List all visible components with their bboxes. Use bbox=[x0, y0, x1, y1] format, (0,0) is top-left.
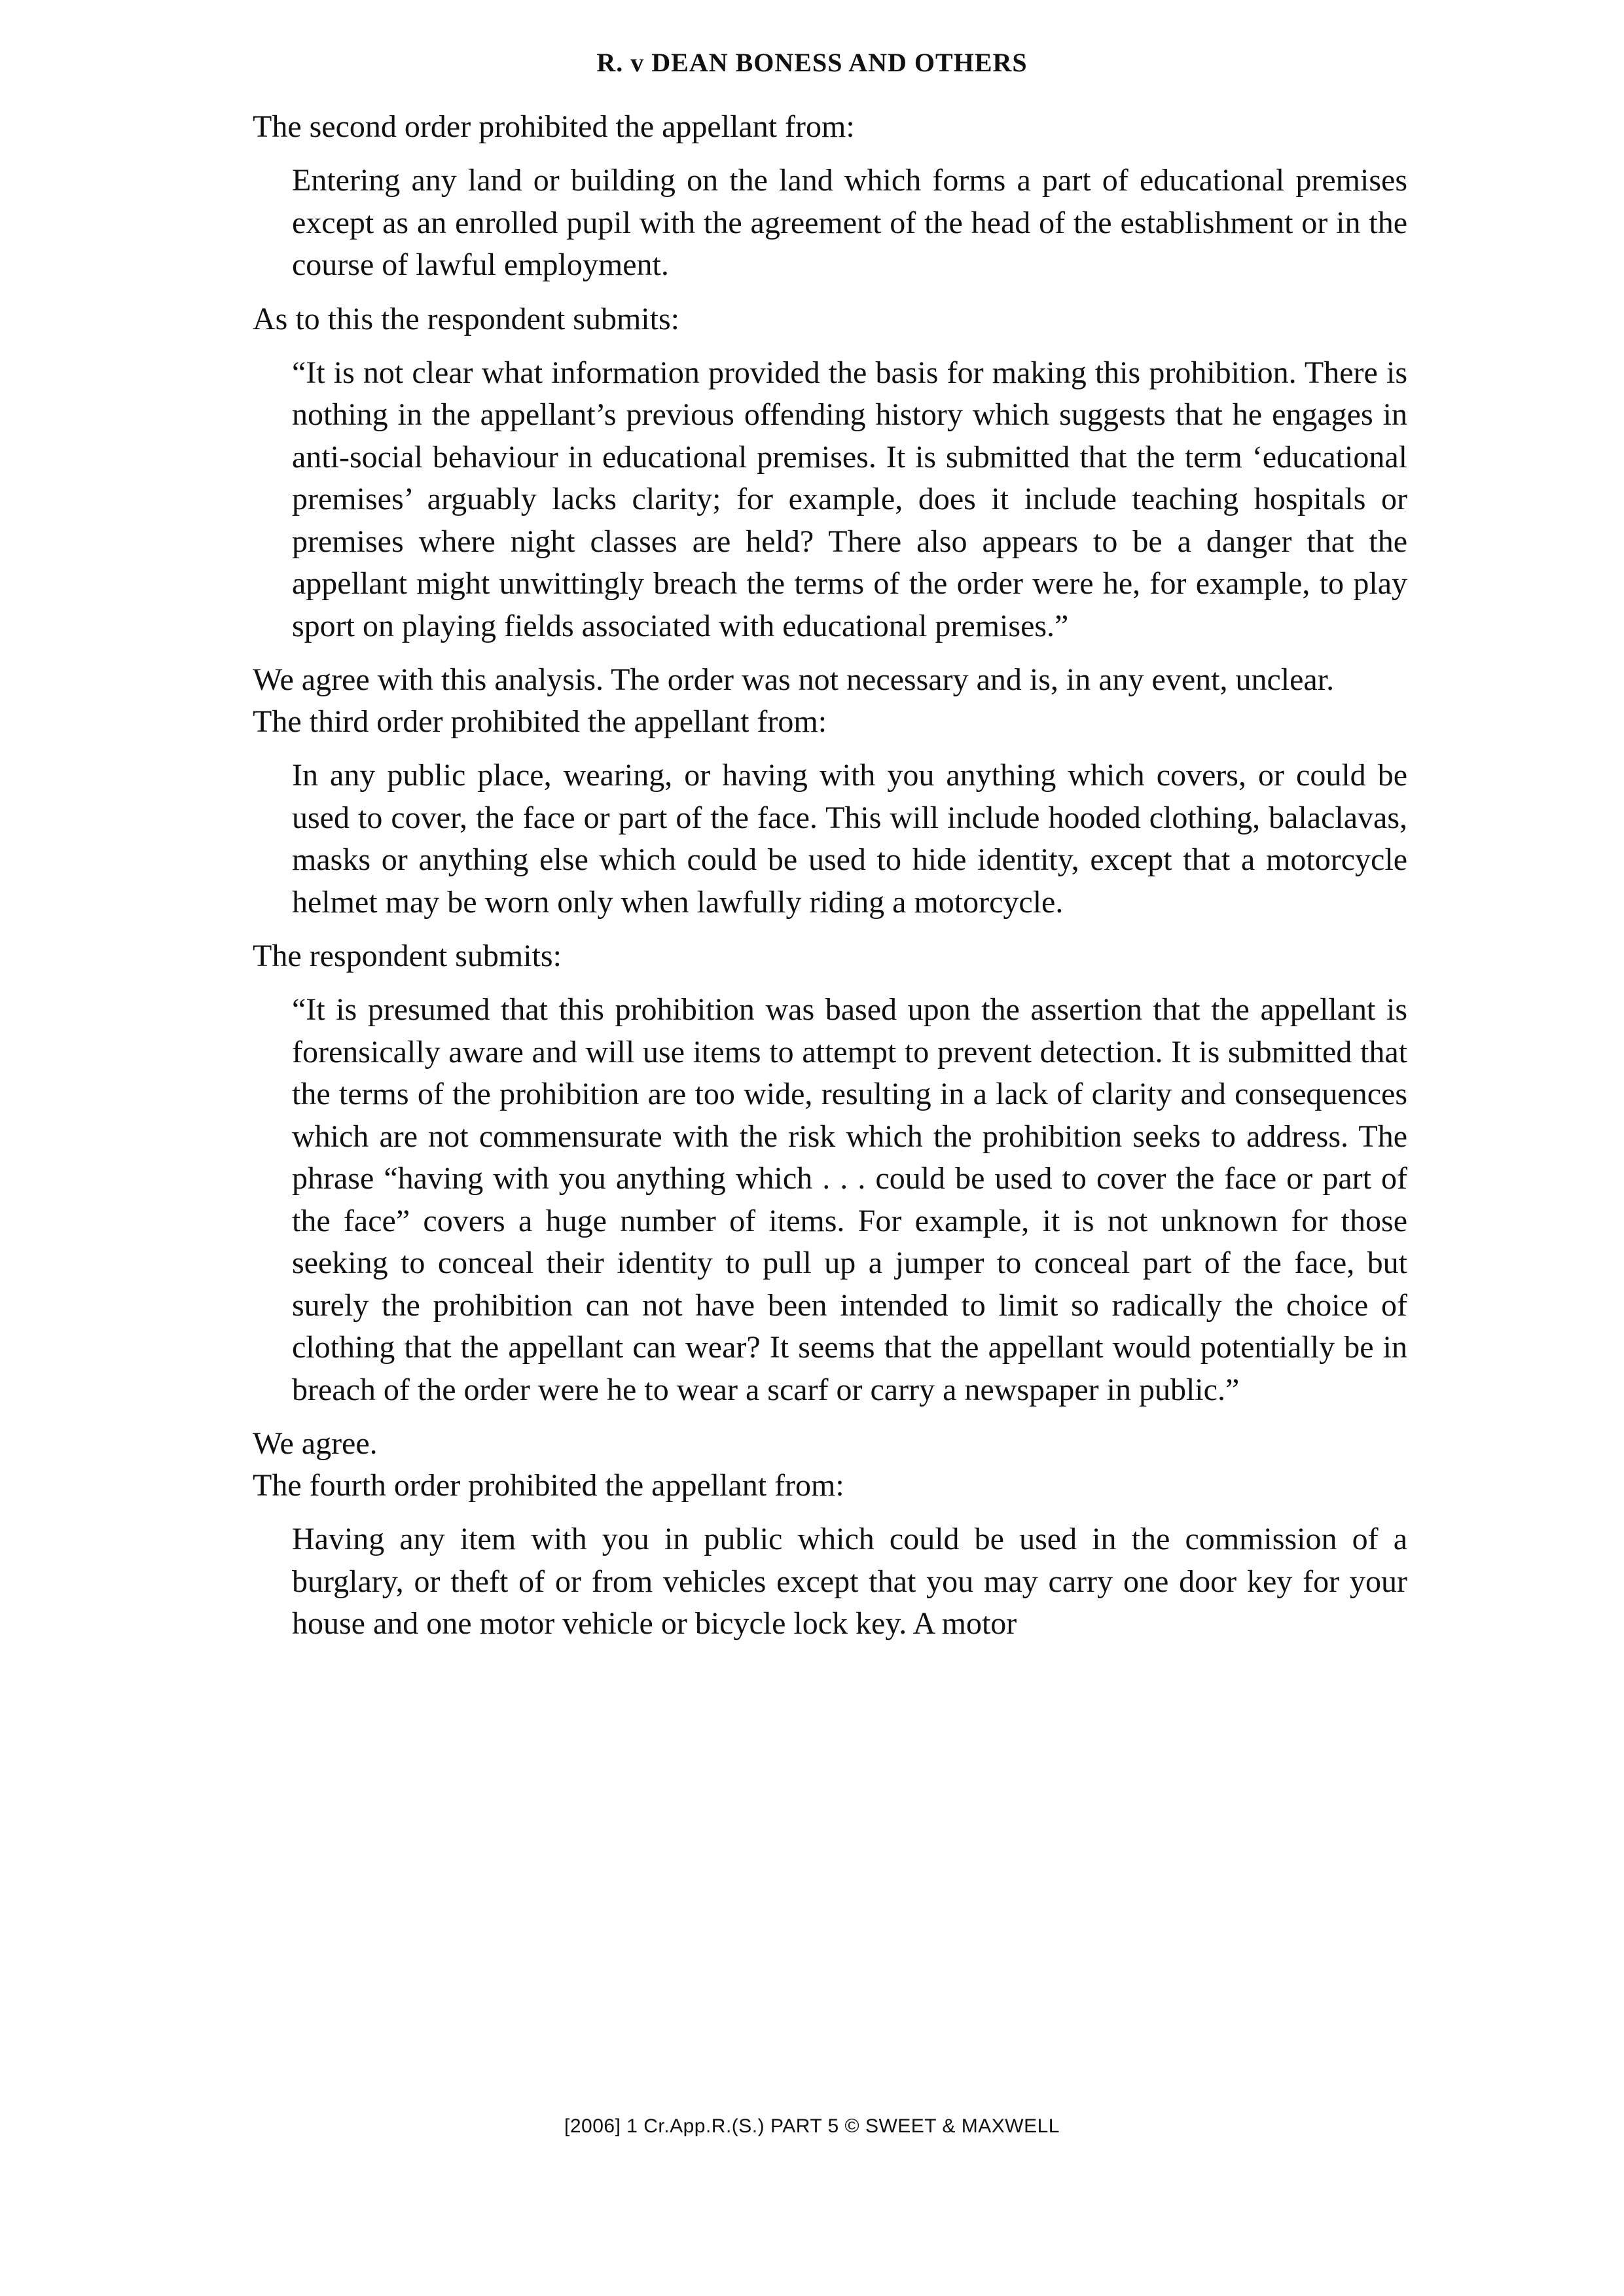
paragraph-third-order: The third order prohibited the appellant from: bbox=[253, 704, 827, 739]
judgment-body bbox=[0, 106, 1624, 1645]
paragraph-second-order: The second order prohibited the appellant from: bbox=[253, 109, 855, 144]
paragraph-respondent-submits-1: As to this the respondent submits: bbox=[253, 301, 679, 336]
paragraph-fourth-order: The fourth order prohibited the appellant from: bbox=[253, 1468, 844, 1503]
paragraph-we-agree-analysis-text: We agree with this analysis. The order was not necessary and is, in any event, unclear. bbox=[253, 662, 1335, 697]
running-header-title: R. v DEAN BONESS AND OTHERS bbox=[596, 48, 1028, 77]
page-footer bbox=[0, 2115, 1624, 2138]
running-header bbox=[0, 47, 1624, 78]
paragraph-we-agree-analysis bbox=[213, 659, 1379, 701]
paragraph-respondent-submits-2: The respondent submits: bbox=[253, 939, 562, 973]
quote-fourth-order-terms: Having any item with you in public which could be used in the commission of a burglary, or theft of or from vehicles except that you may carry one door key for your house and one motor vehicle or bicycle lock key. A motor bbox=[292, 1522, 1407, 1641]
quote-respondent-submission-1: “It is not clear what information provided the basis for making this prohibition. There is nothing in the appellant’s previous offending history which suggests that he engages in anti-social behaviour in educational premises. It is submitted that the term ‘educational premises’ arguably lacks clarity; for example, does it include teaching hospitals or premises where night classes are held? There also appears to be a danger that the appellant might unwittingly breach the terms of the order were he, for example, to play sport on playing fields associated with educational premises.” bbox=[292, 355, 1407, 643]
paragraph-we-agree: We agree. bbox=[253, 1426, 378, 1461]
quote-third-order-terms: In any public place, wearing, or having with you anything which covers, or could be used to cover, the face or part of the face. This will include hooded clothing, balaclavas, masks or anything else which could be used to hide identity, except that a motorcycle helmet may be worn only when lawfully riding a motorcycle. bbox=[292, 758, 1407, 920]
footer-citation: [2006] 1 Cr.App.R.(S.) PART 5 © SWEET & MAXWELL bbox=[564, 2115, 1060, 2137]
quote-second-order-terms: Entering any land or building on the land which forms a part of educational premises except as an enrolled pupil with the agreement of the head of the establishment or in the course of lawful employment. bbox=[292, 163, 1407, 282]
quote-respondent-submission-2: “It is presumed that this prohibition was based upon the assertion that the appellant is forensically aware and will use items to attempt to prevent detection. It is submitted that the terms of the prohibition are too wide, resulting in a lack of clarity and consequences which are not commensurate with the risk which the prohibition seeks to address. The phrase “having with you anything which . . . could be used to cover the face or part of the face” covers a huge number of items. For example, it is not unknown for those seeking to conceal their identity to pull up a jumper to conceal part of the face, but surely the prohibition can not have been intended to limit so radically the choice of clothing that the appellant can wear? It seems that the appellant would potentially be in breach of the order were he to wear a scarf or carry a newspaper in public.” bbox=[292, 992, 1407, 1407]
